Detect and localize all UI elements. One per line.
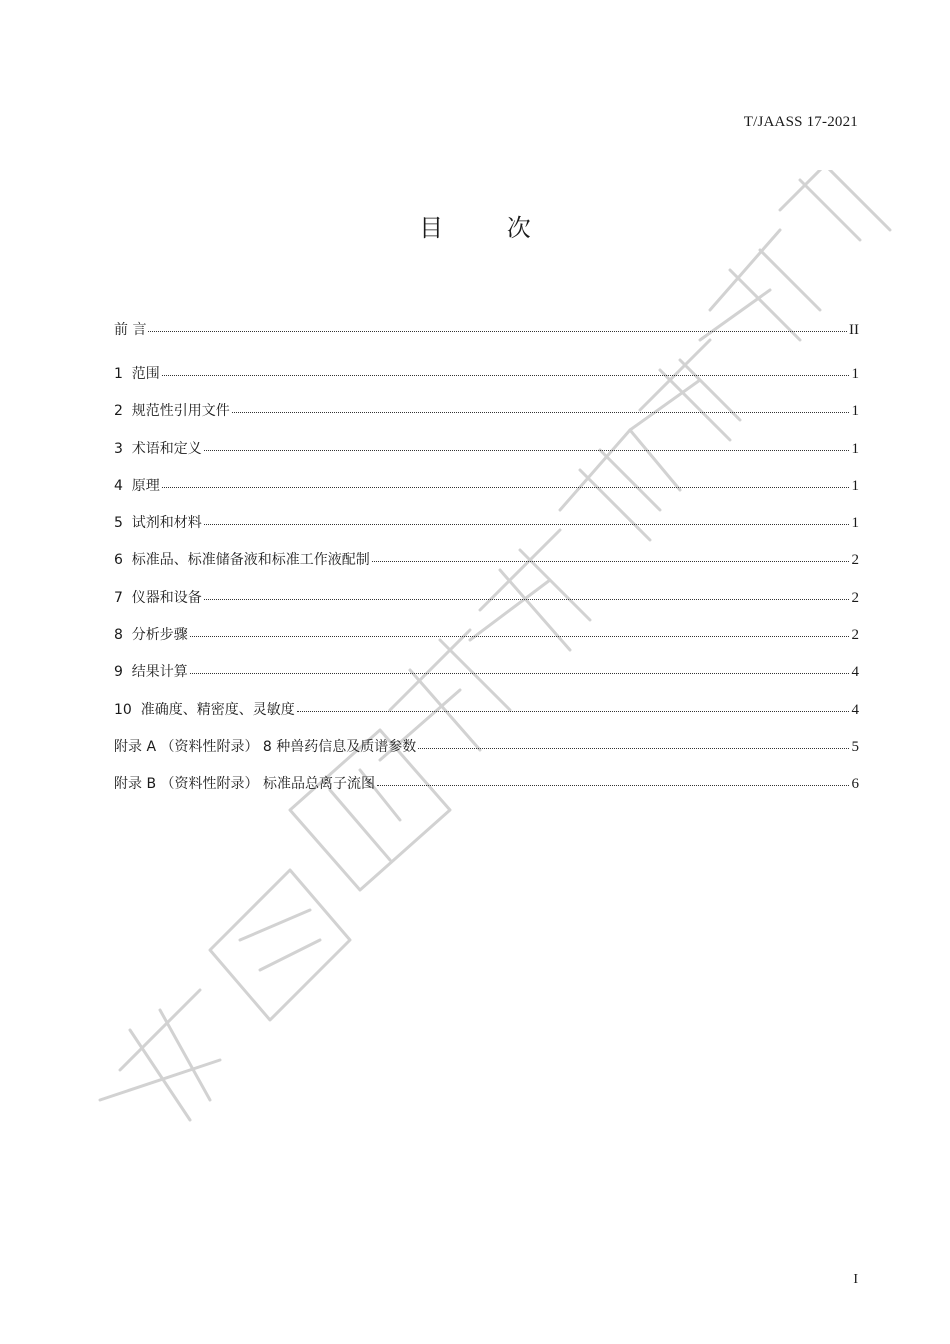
toc-page-number: 2 [851, 589, 859, 606]
toc-leader-dots [148, 331, 847, 332]
toc-page-number: 5 [851, 738, 859, 755]
toc-page-number: 4 [851, 701, 859, 718]
toc-label: 6 标准品、标准储备液和标准工作液配制 [114, 552, 370, 569]
toc-item-reagents-materials[interactable] [114, 512, 859, 549]
toc-leader-dots [190, 673, 849, 674]
toc-label: 4 原理 [114, 477, 160, 494]
toc-item-foreword[interactable] [114, 319, 859, 363]
toc-label: 9 结果计算 [114, 664, 188, 681]
toc-leader-dots [162, 487, 849, 488]
document-code: T/JAASS 17-2021 [743, 114, 858, 130]
toc-item-accuracy-precision[interactable] [114, 699, 859, 736]
page-title: 目 次 [419, 214, 559, 242]
toc-page-number: 1 [851, 515, 859, 532]
toc-page-number: 2 [851, 552, 859, 569]
toc-leader-dots [232, 412, 849, 413]
toc-item-terms-definitions[interactable] [114, 438, 859, 475]
toc-label: 7 仪器和设备 [114, 589, 202, 606]
toc-page-number: 2 [851, 627, 859, 644]
toc-page-number: 1 [851, 440, 859, 457]
toc-label: 8 分析步骤 [114, 627, 188, 644]
toc-leader-dots [297, 711, 849, 712]
toc-label: 2 规范性引用文件 [114, 403, 230, 420]
toc-page-number: II [849, 322, 859, 338]
toc-item-standard-preparation[interactable] [114, 549, 859, 586]
toc-label: 附录 B （资料性附录） 标准品总离子流图 [114, 776, 375, 793]
toc-page-number: 4 [851, 664, 859, 681]
page-number: I [853, 1272, 858, 1287]
toc-leader-dots [418, 748, 849, 749]
toc-label: 1 范围 [114, 366, 160, 382]
toc-label: 5 试剂和材料 [114, 515, 202, 532]
toc-item-principle[interactable] [114, 475, 859, 512]
toc-leader-dots [204, 524, 849, 525]
toc-label: 10 准确度、精密度、灵敏度 [114, 701, 295, 718]
table-of-contents [114, 319, 859, 811]
toc-label: 前 言 [114, 322, 147, 338]
toc-item-appendix-a[interactable] [114, 736, 859, 773]
toc-page-number: 1 [851, 366, 859, 382]
toc-leader-dots [204, 450, 849, 451]
toc-page-number: 1 [851, 403, 859, 420]
toc-item-instruments-equipment[interactable] [114, 587, 859, 624]
toc-item-result-calculation[interactable] [114, 661, 859, 698]
toc-item-analysis-steps[interactable] [114, 624, 859, 661]
toc-label: 附录 A （资料性附录） 8 种兽药信息及质谱参数 [114, 738, 417, 755]
toc-item-normative-references[interactable] [114, 400, 859, 437]
toc-item-scope[interactable] [114, 363, 859, 400]
toc-page-number: 1 [851, 477, 859, 494]
toc-item-appendix-b[interactable] [114, 773, 859, 810]
toc-leader-dots [162, 375, 849, 376]
toc-leader-dots [372, 561, 849, 562]
toc-label: 3 术语和定义 [114, 440, 202, 457]
toc-leader-dots [204, 599, 849, 600]
toc-page-number: 6 [851, 776, 859, 793]
toc-leader-dots [377, 785, 849, 786]
toc-leader-dots [190, 636, 849, 637]
